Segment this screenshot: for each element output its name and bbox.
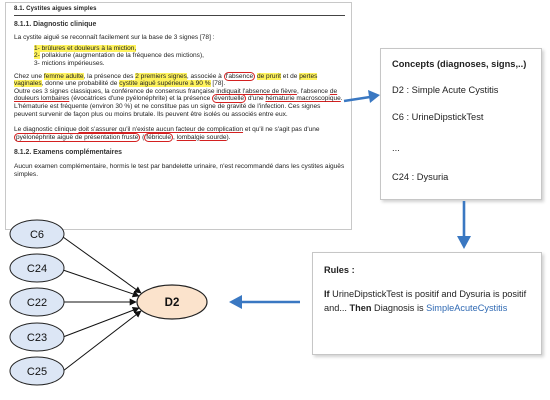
highlight-pruritus: de prurit [256,72,281,80]
node-c25-label: C25 [26,366,48,378]
circled-low-fever: fébricule [146,133,172,141]
underline-hematuria: hématurie macroscopique [265,95,341,103]
arrow-rules-to-d2-head [229,295,242,309]
text-run: Outre ces 3 signes classiques, la conférence de consensus française indiquait [14,87,243,95]
underline-dull-back-pain: lombalgie sourde [176,133,227,141]
sign-2-number: 2- [34,52,40,60]
rule-result: SimpleAcuteCystitis [426,303,508,313]
subsection-additional-exams: 8.1.2. Examens complémentaires [14,149,123,157]
text-run: . L'hématurie est fréquente (environ 30 %) et ne constitue pas un signe de gravité de l'infection. Ces signes peuvent survenir de façon plus ou moins brutale. Ils peuvent être isolés ou associés entre eux. [14,95,343,118]
circled-absence: l'absence [225,72,254,80]
text-run: Chez une [14,72,44,80]
arrow-doc-to-concepts-head [368,90,380,103]
text-run: [78]. [210,80,226,88]
text-run: , associée à [186,72,224,80]
text-run: et de [280,72,300,80]
circled-eventual: éventuelle [214,95,245,103]
text-run: (évocatrices d'une pyélonéphrite) et la présence [69,95,213,103]
rule-keyword-if: If [324,289,330,299]
edge-c23-d2 [63,308,139,337]
arrow-doc-to-concepts [344,97,370,101]
arrow-concepts-to-rules-head [457,236,471,249]
node-d2-label: D2 [164,297,180,309]
text-run: , l'absence [296,87,330,95]
highlight-probability: cystite aiguë supérieure à 90 % [119,80,211,88]
text-run: d'une [246,95,266,103]
sign-3: 3- mictions impérieuses. [34,59,105,67]
highlight-first-two-signs: 2 premiers signes [135,72,187,80]
rule-condition: UrineDipstickTest is positif and Dysuria is positif and... [324,289,527,313]
concepts-title: Concepts (diagnoses, signs,..) [392,59,527,69]
rule-conclusion: Diagnosis is [371,303,427,313]
text-run: Le diagnostic clinique [14,126,79,134]
node-c6-label: C6 [29,229,45,241]
sign-2-text: pollakiurie (augmentation de la fréquence des mictions), [39,52,204,60]
text-run: , la présence des [83,72,136,80]
highlight-vaginal-discharge: pertes vaginales [14,72,318,88]
text-run: , donne une probabilité de [41,80,120,88]
concept-ellipsis: ... [392,143,400,153]
node-c22-label: C22 [26,297,48,309]
edge-c25-d2 [63,311,141,371]
edge-c6-d2 [63,237,141,293]
subsection-clinical-diagnosis: 8.1.1. Diagnostic clinique [14,20,97,28]
text-run: ( [140,133,145,141]
node-c24-label: C24 [26,263,48,275]
highlight-adult-woman: femme adulte [43,72,84,80]
concept-d2: D2 : Simple Acute Cystitis [392,85,499,95]
section-heading: 8.1. Cystites aigues simples [14,6,345,16]
text-run: ). [226,133,231,141]
rule-keyword-then: Then [349,303,372,313]
underline-complication: doit s'assurer qu'il n'existe aucun facteur de complication [78,126,244,134]
text-run: , [173,133,177,141]
node-c23-label: C23 [26,332,48,344]
concept-c24: C24 : Dysuria [392,172,449,182]
underline-lumbar-pain: de douleurs lombaires [14,87,338,103]
concept-c6: C6 : UrineDipstickTest [392,112,484,122]
text-run: et qu'il ne s'agit pas d'une [243,126,320,134]
paragraph-exams: Aucun examen complémentaire, hormis le test par bandelette urinaire, n'est recommandé dans les cystites aiguës simples. [14,162,345,178]
sign-1-number: 1- [34,44,40,52]
underline-no-fever: l'absence de fièvre [242,87,297,95]
sign-1-text: brûlures et douleurs à la miction, [39,44,137,52]
paragraph-intro: La cystite aiguë se reconnaît facilement sur la base de 3 signes [78] : [14,34,215,42]
rules-title: Rules : [324,265,355,275]
circled-pyelonephritis: pyélonéphrite aiguë de présentation fruste [16,133,139,141]
